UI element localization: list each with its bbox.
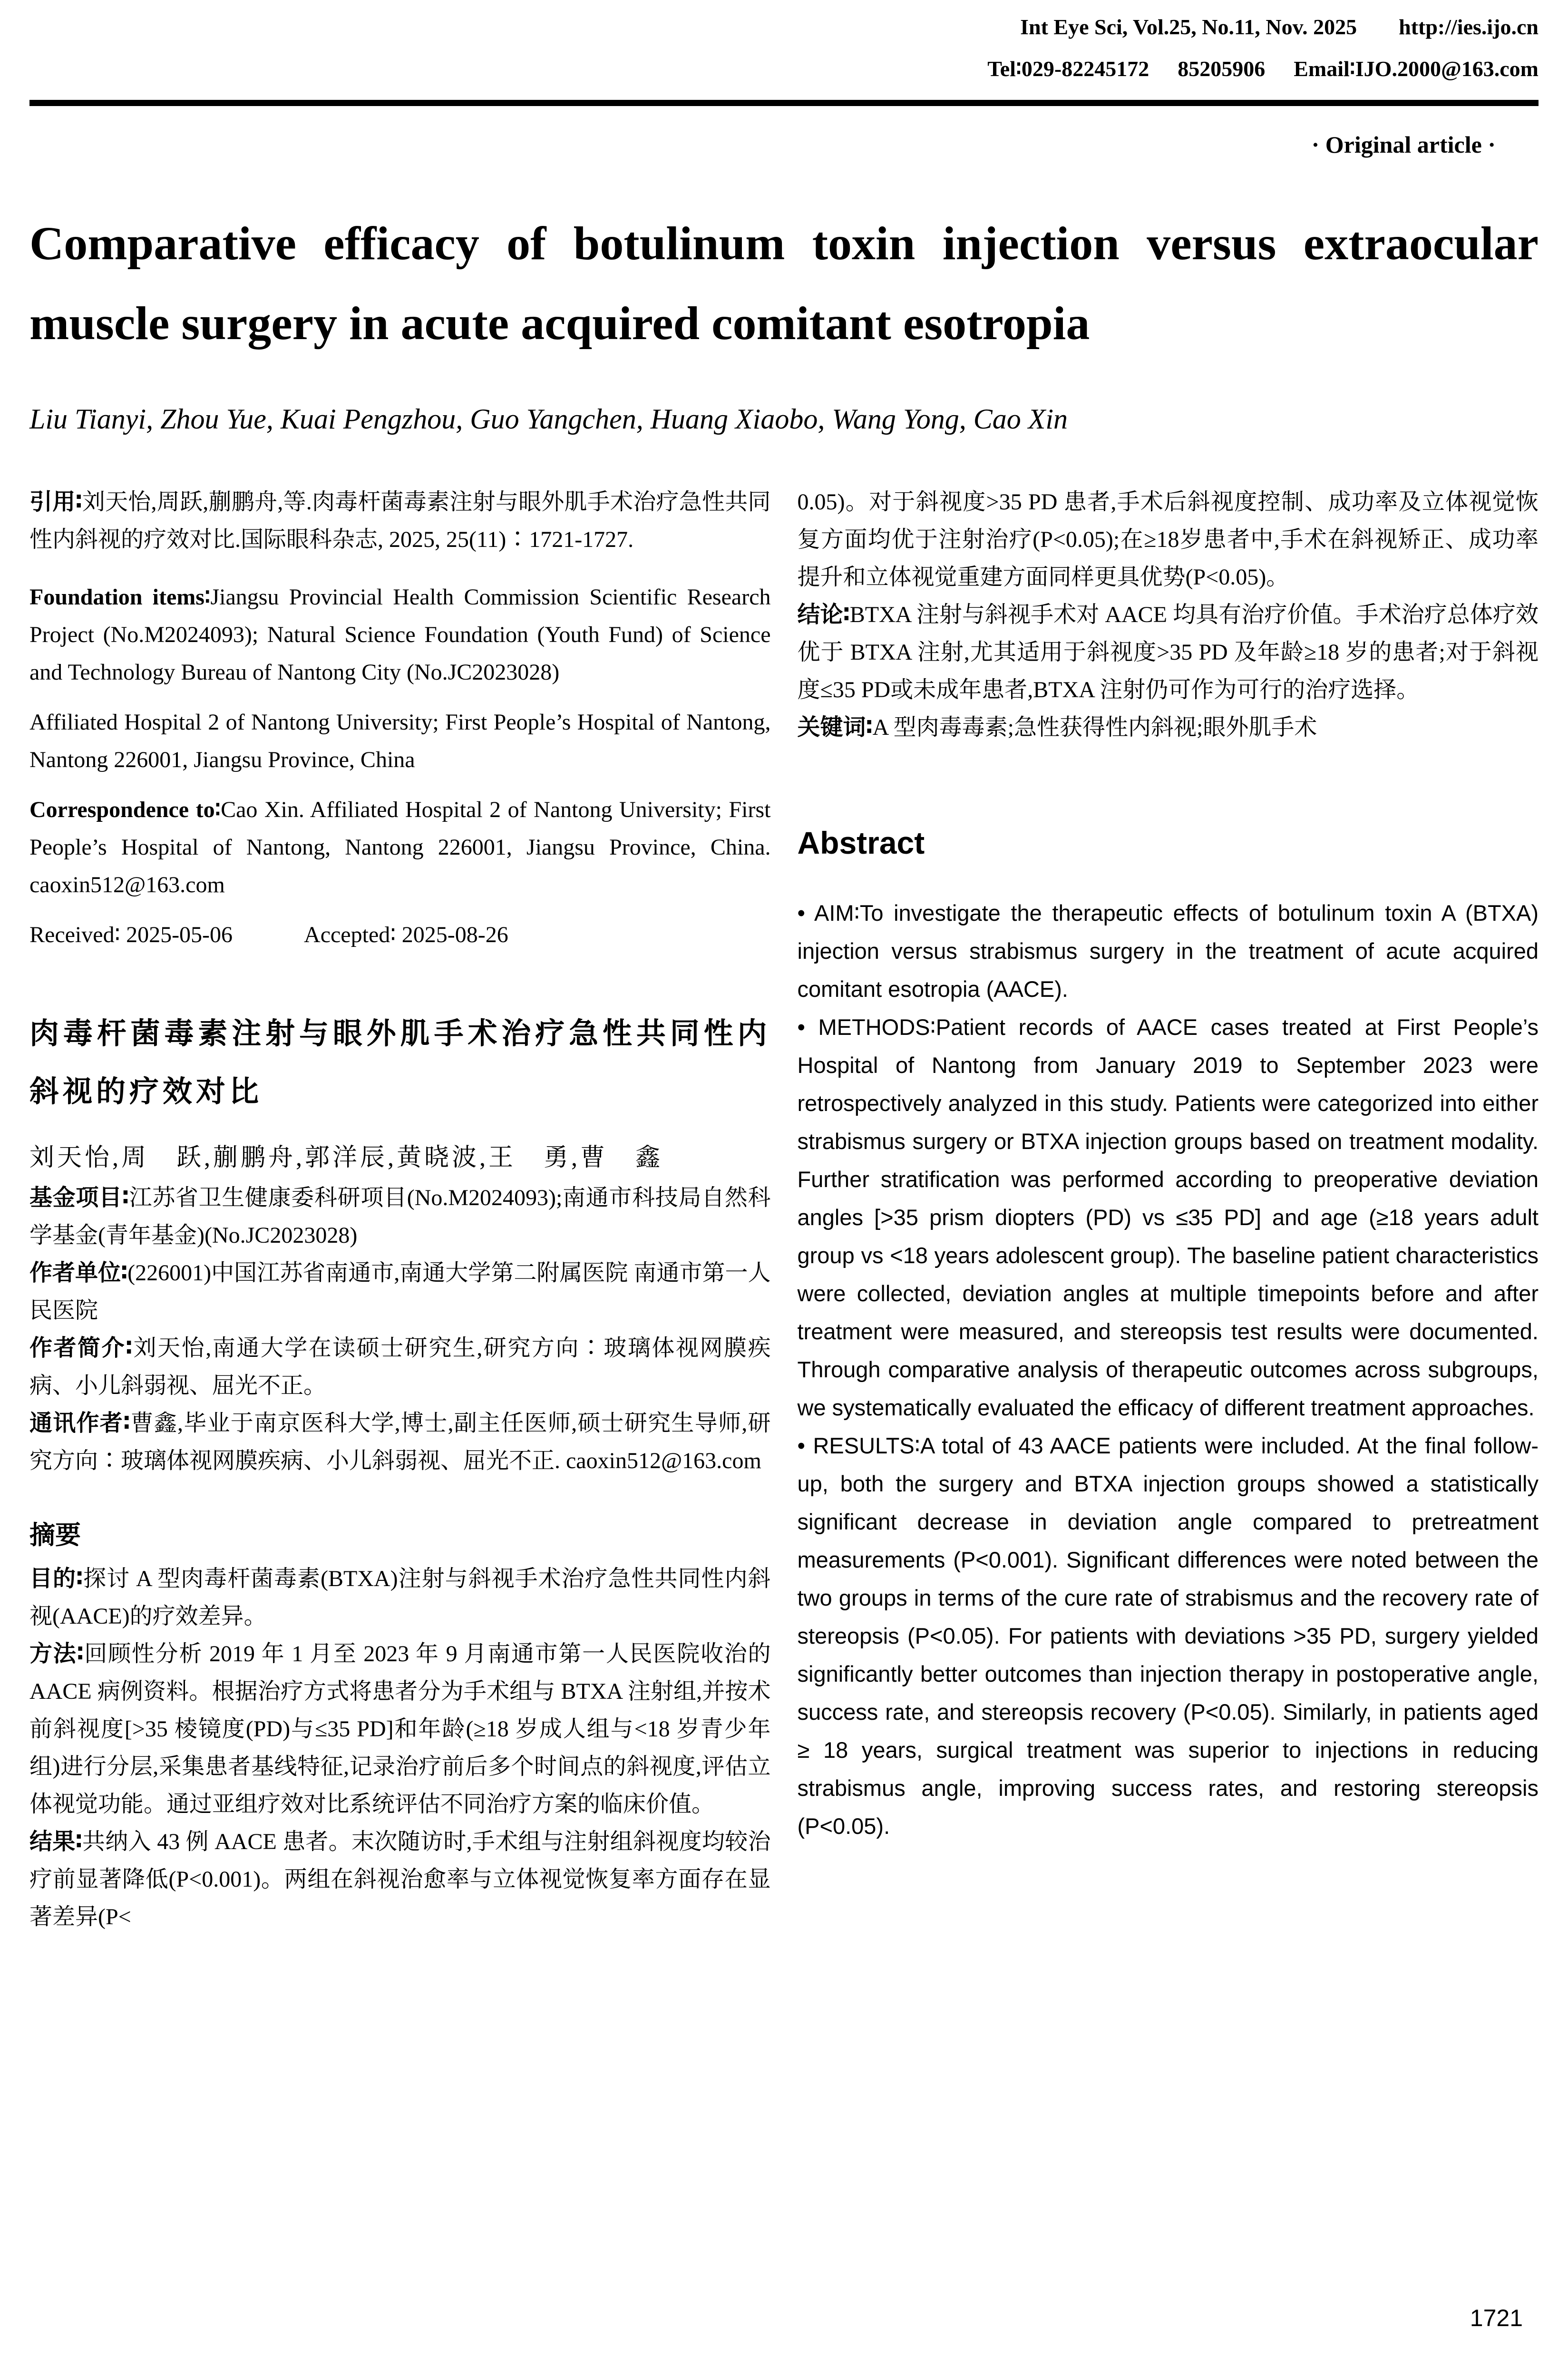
cn-correspondence-text: 曹鑫,毕业于南京医科大学,博士,副主任医师,硕士研究生导师,研究方向∶玻璃体视网膜疾病、小儿斜弱视、屈光不正. caoxin512@163.com bbox=[29, 1411, 771, 1473]
foundation-items-text: Jiangsu Provincial Health Commission Scientific Research Project (No.M2024093); Natural Science Foundation (Youth Fund) of Science and Technology Bureau of Nantong City (No.JC2023028) bbox=[29, 585, 771, 685]
correspondence-text: Cao Xin. Affiliated Hospital 2 of Nantong University; First People’s Hospital of Nantong, Nantong 226001, Jiangsu Province, China. caoxin512@163.com bbox=[29, 797, 771, 897]
cn-results-label: 结果∶ bbox=[29, 1829, 82, 1854]
cn-author-bio-paragraph bbox=[29, 1329, 771, 1404]
en-aim-paragraph bbox=[798, 894, 1539, 1008]
cn-aim-paragraph bbox=[29, 1560, 771, 1635]
correspondence-paragraph bbox=[29, 791, 771, 904]
accepted-date: Accepted∶ 2025-08-26 bbox=[304, 922, 508, 947]
cn-foundation-text: 江苏省卫生健康委科研项目(No.M2024093);南通市科技局自然科学基金(青年基金)(No.JC2023028) bbox=[29, 1185, 771, 1248]
article-title: Comparative efficacy of botulinum toxin injection versus extraocular muscle surgery in acute acquired comitant esotropia bbox=[29, 217, 1539, 350]
article-type-label: · Original article · bbox=[1311, 131, 1496, 158]
journal-tel: Tel∶029-82245172 bbox=[987, 57, 1149, 81]
page-number: 1721 bbox=[1470, 2305, 1523, 2331]
header-journal-line bbox=[29, 16, 1539, 38]
cn-conclusion-paragraph bbox=[798, 596, 1539, 709]
page-header bbox=[29, 0, 1539, 80]
received-accepted-line bbox=[29, 916, 771, 954]
foundation-items-paragraph bbox=[29, 578, 771, 691]
cn-correspondence-paragraph bbox=[29, 1404, 771, 1480]
header-divider bbox=[29, 100, 1539, 106]
cn-aim-text: 探讨 A 型肉毒杆菌毒素(BTXA)注射与斜视手术治疗急性共同性内斜视(AACE)的疗效差异。 bbox=[29, 1566, 771, 1629]
cn-methods-text: 回顾性分析 2019 年 1 月至 2023 年 9 月南通市第一人民医院收治的 AACE 病例资料。根据治疗方式将患者分为手术组与 BTXA 注射组,并按术前斜视度[>35 棱镜度(PD)与≤35 PD]和年龄(≥18 岁成人组与<18 岁青少年组)进行分层,采集患者基线特征,记录治疗前后多个时间点的斜视度,评估立体视觉功能。通过亚组疗效对比系统评估不同治疗方案的临床价值。 bbox=[29, 1641, 771, 1817]
en-results-label: • RESULTS∶ bbox=[797, 1433, 920, 1458]
cn-affiliation-paragraph bbox=[29, 1254, 771, 1329]
journal-info: Int Eye Sci, Vol.25, No.11, Nov. 2025 bbox=[1020, 15, 1357, 39]
cn-aim-label: 目的∶ bbox=[29, 1566, 83, 1591]
cn-results-text: 共纳入 43 例 AACE 患者。末次随访时,手术组与注射组斜视度均较治疗前显著降低(P<0.001)。两组在斜视治愈率与立体视觉恢复率方面存在显著差异(P< bbox=[29, 1829, 771, 1929]
en-results-text: A total of 43 AACE patients were included. At the final follow-up, both the surgery and BTXA injection groups showed a statistically significant decrease in deviation angle compared to pretreatment measurements (P<0.001). Significant differences were noted between the two groups in terms of the cure rate of strabismus and the recovery rate of stereopsis (P<0.05). For patients with deviations >35 PD, surgery yielded significantly better outcomes than injection therapy in postoperative angle, success rate, and stereopsis recovery (P<0.05). Similarly, in patients aged ≥ 18 years, surgical treatment was superior to injections in reducing strabismus angle, improving success rates, and restoring stereopsis (P<0.05). bbox=[797, 1433, 1539, 1839]
left-column bbox=[29, 483, 771, 1936]
cn-conclusion-text: BTXA 注射与斜视手术对 AACE 均具有治疗价值。手术治疗总体疗效优于 BTXA 注射,尤其适用于斜视度>35 PD 及年龄≥18 岁的患者;对于斜视度≤35 PD或未成年患者,BTXA 注射仍可作为可行的治疗选择。 bbox=[797, 602, 1539, 702]
chinese-title: 肉毒杆菌毒素注射与眼外肌手术治疗急性共同性内斜视的疗效对比 bbox=[29, 1017, 771, 1108]
en-methods-paragraph bbox=[798, 1008, 1539, 1427]
cn-methods-paragraph bbox=[29, 1635, 771, 1823]
citation-paragraph bbox=[29, 483, 771, 558]
cn-keywords-paragraph bbox=[798, 709, 1539, 746]
right-column bbox=[798, 483, 1539, 1936]
citation-label: 引用∶ bbox=[29, 489, 82, 515]
foundation-items-label: Foundation items∶ bbox=[29, 585, 211, 610]
en-methods-text: Patient records of AACE cases treated at First People’s Hospital of Nantong from January 2019 to September 2023 were retrospectively analyzed in this study. Patients were categorized into either strabismus surgery or BTXA injection groups based on treatment modality. Further stratification was performed according to preoperative deviation angles [>35 prism diopters (PD) vs ≤35 PD] and age (≥18 years adult group vs <18 years adolescent group). The baseline patient characteristics were collected, deviation angles at multiple timepoints before and after treatment were measured, and stereopsis test results were documented. Through comparative analysis of therapeutic outcomes across subgroups, we systematically evaluated the efficacy of different treatment approaches. bbox=[797, 1014, 1539, 1420]
en-results-paragraph bbox=[798, 1427, 1539, 1845]
cn-results-paragraph bbox=[29, 1823, 771, 1936]
journal-url: http://ies.ijo.cn bbox=[1399, 15, 1539, 39]
body-columns bbox=[29, 483, 1539, 1936]
en-methods-label: • METHODS∶ bbox=[797, 1014, 936, 1040]
cn-keywords-label: 关键词∶ bbox=[797, 715, 873, 740]
en-aim-text: To investigate the therapeutic effects of botulinum toxin A (BTXA) injection versus strabismus surgery in the treatment of acute acquired comitant esotropia (AACE). bbox=[797, 900, 1539, 1002]
citation-text: 刘天怡,周跃,蒯鹏舟,等.肉毒杆菌毒素注射与眼外肌手术治疗急性共同性内斜视的疗效对比.国际眼科杂志, 2025, 25(11)∶1721-1727. bbox=[29, 489, 771, 552]
affiliation-paragraph: Affiliated Hospital 2 of Nantong University; First People’s Hospital of Nantong, Nantong 226001, Jiangsu Province, China bbox=[29, 710, 771, 772]
header-contact-line bbox=[29, 58, 1539, 80]
en-aim-label: • AIM∶ bbox=[797, 900, 860, 925]
cn-author-bio-label: 作者简介∶ bbox=[29, 1335, 133, 1361]
journal-tel2: 85205906 bbox=[1178, 57, 1266, 81]
journal-email: Email∶IJO.2000@163.com bbox=[1294, 57, 1539, 81]
correspondence-label: Correspondence to∶ bbox=[29, 797, 221, 822]
cn-keywords-text: A 型肉毒毒素;急性获得性内斜视;眼外肌手术 bbox=[872, 715, 1317, 740]
cn-foundation-label: 基金项目∶ bbox=[29, 1185, 129, 1210]
chinese-authors: 刘天怡,周 跃,蒯鹏舟,郭洋辰,黄晓波,王 勇,曹 鑫 bbox=[29, 1144, 663, 1171]
authors-english: Liu Tianyi, Zhou Yue, Kuai Pengzhou, Guo Yangchen, Huang Xiaobo, Wang Yong, Cao Xin bbox=[29, 403, 1068, 435]
cn-results-continued-paragraph: 0.05)。对于斜视度>35 PD 患者,手术后斜视度控制、成功率及立体视觉恢复方面均优于注射治疗(P<0.05);在≥18岁患者中,手术在斜视矫正、成功率提升和立体视觉重建方面同样更具优势(P<0.05)。 bbox=[797, 489, 1539, 590]
cn-correspondence-label: 通讯作者∶ bbox=[29, 1411, 130, 1436]
cn-affiliation-text: (226001)中国江苏省南通市,南通大学第二附属医院 南通市第一人民医院 bbox=[29, 1260, 771, 1323]
cn-abstract-heading: 摘要 bbox=[29, 1521, 81, 1549]
cn-methods-label: 方法∶ bbox=[29, 1641, 84, 1666]
cn-conclusion-label: 结论∶ bbox=[797, 602, 850, 627]
cn-affiliation-label: 作者单位∶ bbox=[29, 1260, 128, 1286]
received-date: Received∶ 2025-05-06 bbox=[29, 922, 233, 947]
cn-author-bio-text: 刘天怡,南通大学在读硕士研究生,研究方向∶玻璃体视网膜疾病、小儿斜弱视、屈光不正。 bbox=[29, 1335, 771, 1398]
en-abstract-heading: Abstract bbox=[797, 825, 925, 860]
cn-foundation-paragraph bbox=[29, 1179, 771, 1254]
